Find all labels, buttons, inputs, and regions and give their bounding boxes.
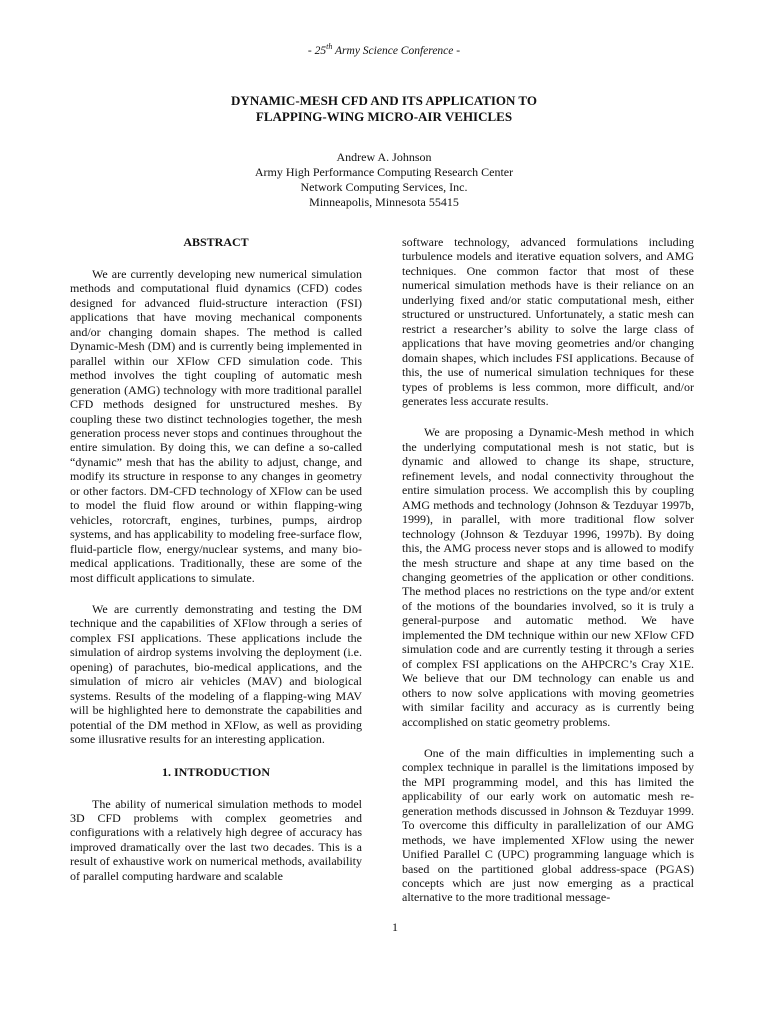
page-number: 1 bbox=[392, 920, 398, 934]
abstract-paragraph-2: We are currently demonstrating and testing the DM technique and the capabilities of XFlow through a series of complex FSI applications. These applications include the simulation of airdrop systems involving the deployment (i.e. opening) of parachutes, bio-medical applications, and the simulation of micro air vehicles (MAV) and biological systems. Results of the modeling of a flapping-wing MAV will be highlighted here to demonstrate the capabilities and potential of the DM method in XFlow, as well as providing some illusrative results for an interesting application. bbox=[70, 601, 362, 747]
title-line-1: DYNAMIC-MESH CFD AND ITS APPLICATION TO bbox=[231, 93, 537, 108]
intro-paragraph-1-continued: software technology, advanced formulations including turbulence models and iterative equation solvers, and AMG techniques. One common factor that most of these numerical simulation methods have is their reliance on an underlying fixed and/or static computational mesh, either structured or unstructured. Unfortunately, a static mesh can restrict a researcher’s ability to solve the large class of applications that have moving geometries and/or changing domain shapes, which includes FSI applications. Because of this, the use of numerical simulation techniques for these types of problems is less common, more difficult, and/or generates less accurate results. bbox=[402, 235, 694, 408]
header-superscript: th bbox=[326, 42, 333, 51]
author-org-1: Army High Performance Computing Research Center bbox=[254, 165, 514, 179]
author-org-2: Network Computing Services, Inc. bbox=[300, 180, 468, 194]
intro-paragraph-2: We are proposing a Dynamic-Mesh method in which the underlying computational mesh is not static, but is dynamic and allowed to change its shape, structure, refinement levels, and nodal connectivity throughout the entire simulation process. We accomplish this by coupling AMG methods and technology (Johnson & Tezduyar 1997b, 1999), in parallel, with more traditional flow solver technology (Johnson & Tezduyar 1996, 1997b). By doing this, the AMG process never stops and is allowed to modify the mesh structure and shape at any time based on the changing geometries of the application or other conditions. The method places no restrictions on the type and/or extent of the motions of the boundaries involved, so it is truly a general-purpose and automatic method. We have implemented the DM technique within our new XFlow CFD simulation code and are currently testing it through a series of complex FSI applications on the AHPCRC’s Cray X1E. We believe that our DM technology can enable us and others to now solve applications with moving geometries with similar facility and accuracy as is currently being accomplished on static geometry problems. bbox=[402, 425, 694, 729]
author-block bbox=[0, 150, 768, 210]
title-line-2: FLAPPING-WING MICRO-AIR VEHICLES bbox=[255, 109, 513, 124]
intro-paragraph-1: The ability of numerical simulation methods to model 3D CFD problems with complex geometries and configurations with a relatively high degree of accuracy has improved dramatically over the last two decades. This is a result of exhaustive work on numerical methods, availability of parallel computing hardware and scalable bbox=[70, 796, 362, 883]
abstract-heading: ABSTRACT bbox=[183, 235, 249, 249]
author-name: Andrew A. Johnson bbox=[336, 150, 432, 164]
author-location: Minneapolis, Minnesota 55415 bbox=[309, 195, 459, 209]
abstract-paragraph-1: We are currently developing new numerical simulation methods and computational fluid dynamics (CFD) codes designed for advanced fluid-structure interaction (FSI) applications that have moving mechanical components and/or changing domain shapes. The method is called Dynamic-Mesh (DM) and is currently being implemented in parallel within our XFlow CFD simulation code. This method involves the tight coupling of automatic mesh generation (AMG) technology with more traditional parallel CFD methods designed for unstructured meshes. By coupling these two distinct technologies together, the mesh generation process never stops and continues throughout the entire simulation. By doing this, we can define a so-called “dynamic” mesh that has the ability to adjust, change, and modify its structure in response to any changes in geometry or other factors. DM-CFD technology of XFlow can be used to model the fluid flow around or within flapping-wing vehicles, rotorcraft, engines, turbines, pumps, airdrop systems, and has applicability to modeling free-surface flow, fluid-particle flow, energy/nuclear systems, and many bio-medical applications. Traditionally, these are some of the most difficult applications to simulate. bbox=[70, 267, 362, 585]
right-column bbox=[402, 235, 694, 922]
paper-title bbox=[0, 93, 768, 125]
running-header: - 25th Army Science Conference - bbox=[307, 42, 461, 57]
intro-paragraph-3: One of the main difficulties in implementing such a complex technique in parallel is the limitations imposed by the MPI programming model, and this has limited the applicability of our early work on automatic mesh re-generation methods discussed in Johnson & Tezduyar 1999. To overcome this difficulty in parallelization of our AMG methods, we have implemented XFlow using the newer Unified Parallel C (UPC) programming language which is based on the partitioned global address-space (PGAS) concepts which are just now emerging as a practical alternative to the more traditional message- bbox=[402, 745, 694, 905]
introduction-heading: 1. INTRODUCTION bbox=[161, 764, 270, 779]
left-column bbox=[70, 235, 362, 900]
